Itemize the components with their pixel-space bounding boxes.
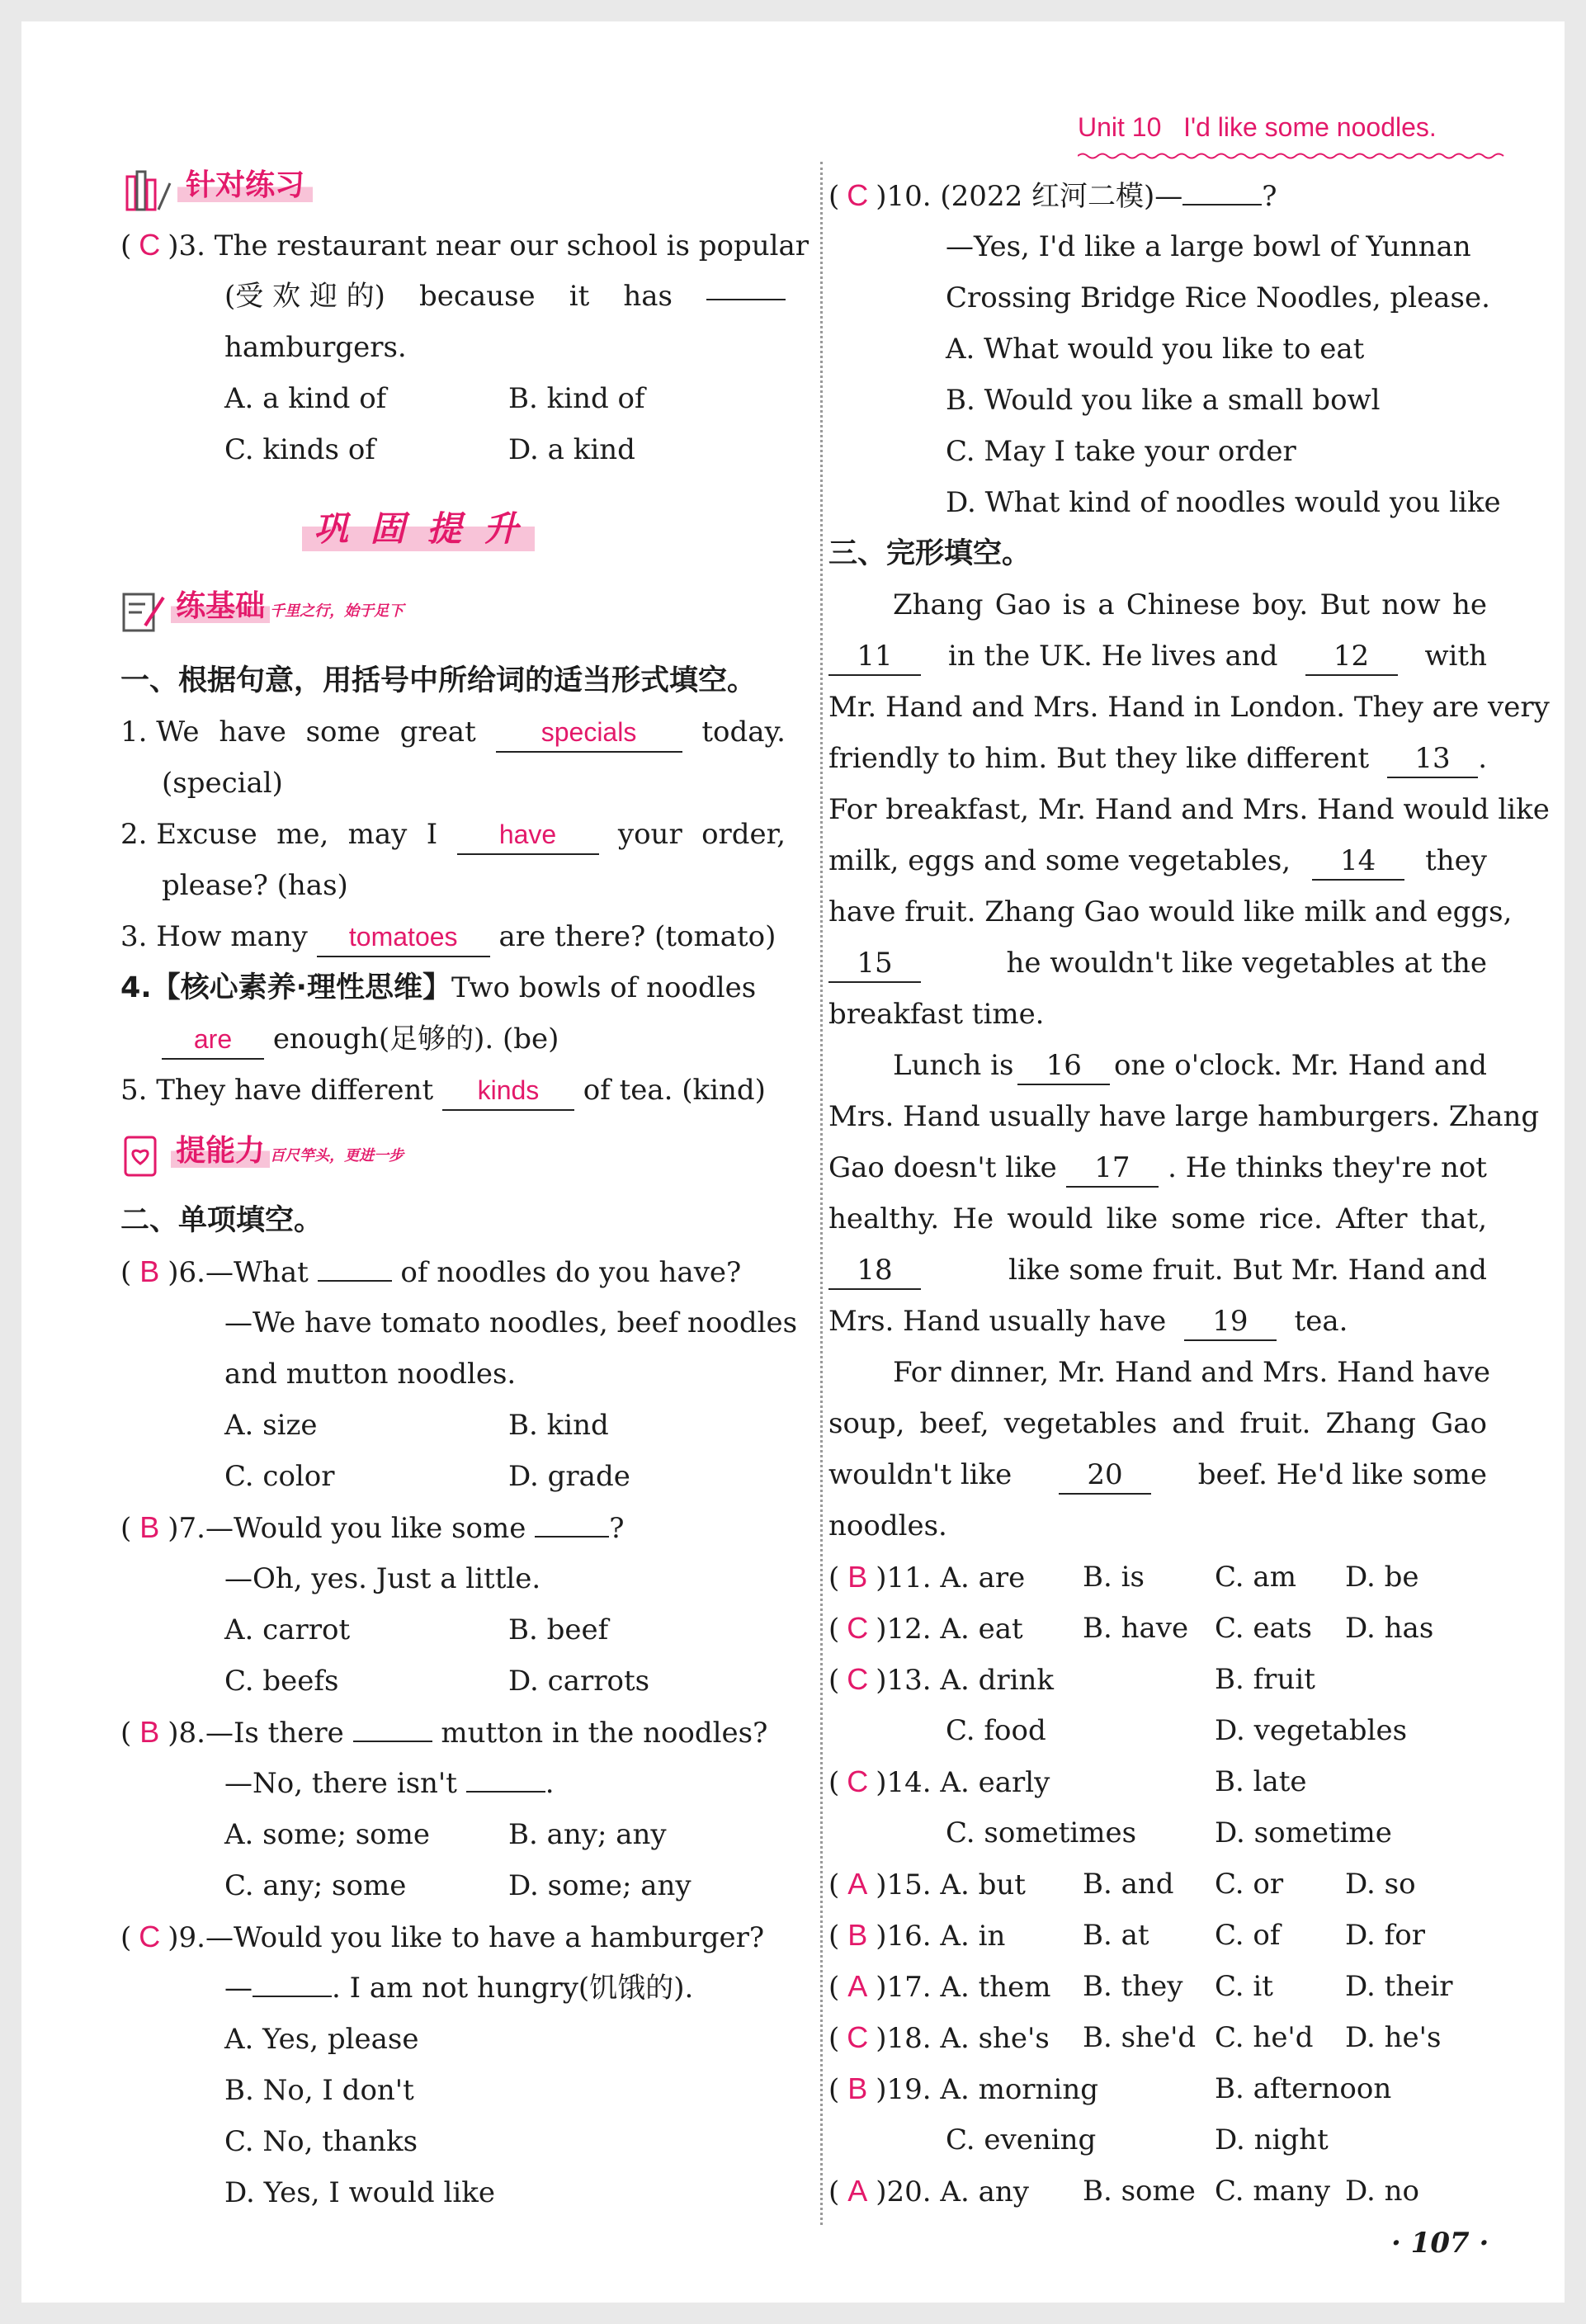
option-c: C. any; some: [224, 1869, 407, 1902]
cloze-question-16: ( B )16. A. in: [828, 1910, 1005, 1962]
passage-line: Lunch is 16 one o'clock. Mr. Hand and: [893, 1040, 1487, 1091]
option-c: C. No, thanks: [224, 2125, 418, 2158]
fill-answer-5: kinds: [442, 1071, 574, 1111]
option-a: A. carrot: [224, 1613, 351, 1646]
answer-15: A: [847, 1867, 868, 1901]
blank: [353, 1712, 432, 1742]
option-a: A. some; some: [224, 1818, 430, 1851]
blank-11: 11: [828, 638, 921, 676]
question-3-line3: hamburgers.: [224, 331, 407, 364]
passage-line: For breakfast, Mr. Hand and Mrs. Hand would like: [828, 793, 1550, 826]
pencil-note-icon: [120, 589, 167, 635]
answer-6: B: [139, 1254, 160, 1288]
passage-line: 11 in the UK. He lives and 12 with: [828, 631, 1487, 682]
option-a: A. Yes, please: [224, 2023, 419, 2056]
option-d: D. for: [1345, 1919, 1425, 1952]
blank: [253, 1967, 332, 1997]
passage-line: 15 he wouldn't like vegetables at the: [828, 938, 1487, 989]
option-a: A. a kind of: [224, 382, 387, 415]
cloze-question-13: ( C )13. A. drink: [828, 1654, 1054, 1706]
answer-8: B: [139, 1715, 160, 1749]
answer-14: C: [847, 1764, 869, 1798]
part1-title: 一、根据句意，用括号中所给词的适当形式填空。: [120, 664, 757, 697]
option-c: C. May I take your order: [946, 435, 1296, 468]
page: [21, 21, 1565, 2303]
question-6-line2: —We have tomato noodles, beef noodles: [224, 1306, 798, 1339]
passage-line: milk, eggs and some vegetables, 14 they: [828, 835, 1487, 886]
fill-2-hint: please? (has): [162, 869, 348, 902]
option-d: D. vegetables: [1215, 1714, 1408, 1747]
option-d: D. no: [1345, 2175, 1420, 2208]
question-7: ( B )7.—Would you like some ?: [120, 1502, 624, 1554]
answer-12: C: [847, 1611, 869, 1645]
question-8-line2: —No, there isn't .: [224, 1758, 555, 1809]
blank: [1182, 176, 1262, 205]
passage-line: Mrs. Hand usually have large hamburgers. Zhang: [828, 1100, 1540, 1133]
fill-5: 5. They have different kinds of tea. (kind): [120, 1065, 766, 1116]
fill-4: 4.【核心素养·理性思维】Two bowls of noodles: [120, 971, 757, 1004]
ability-title: 提能力: [171, 1134, 270, 1168]
option-d: D. he's: [1345, 2021, 1442, 2054]
cloze-question-20: ( A )20. A. any: [828, 2166, 1029, 2218]
option-c: C. or: [1215, 1868, 1284, 1901]
option-c: C. kinds of: [224, 433, 375, 466]
option-d: D. their: [1345, 1970, 1453, 2003]
cloze-question-18: ( C )18. A. she's: [828, 2012, 1050, 2064]
option-b: B. some: [1083, 2175, 1196, 2208]
option-b: B. afternoon: [1215, 2072, 1392, 2105]
passage-line: have fruit. Zhang Gao would like milk and eggs,: [828, 895, 1513, 928]
option-b: B. fruit: [1215, 1663, 1315, 1696]
consolidate-heading: 巩 固 提 升: [302, 502, 535, 551]
option-d: D. Yes, I would like: [224, 2176, 495, 2209]
answer-13: C: [847, 1662, 869, 1696]
basic-motto: 千里之行，始于足下: [270, 602, 404, 620]
option-d: D. be: [1345, 1561, 1419, 1594]
answer-9: C: [139, 1920, 161, 1953]
blank: [318, 1252, 392, 1282]
passage-line: friendly to him. But they like different 13 .: [828, 733, 1487, 784]
answer-7: B: [139, 1510, 160, 1544]
option-d: D. sometime: [1215, 1816, 1392, 1849]
passage-line: breakfast time.: [828, 998, 1045, 1031]
blank-16: 16: [1017, 1047, 1110, 1085]
running-header: [1078, 112, 1437, 143]
option-c: C. of: [1215, 1919, 1281, 1952]
passage-line: Zhang Gao is a Chinese boy. But now he: [893, 588, 1487, 621]
heart-note-icon: [120, 1134, 167, 1180]
option-c: C. am: [1215, 1561, 1296, 1594]
blank-15: 15: [828, 945, 921, 983]
option-a: A. size: [224, 1409, 318, 1442]
option-b: B. at: [1083, 1919, 1149, 1952]
option-c: C. beefs: [224, 1665, 339, 1698]
question-3-line2: (受 欢 迎 的) because it has: [224, 271, 786, 322]
fill-1-hint: (special): [162, 767, 283, 800]
question-10-line3: Crossing Bridge Rice Noodles, please.: [946, 281, 1490, 314]
option-d: D. has: [1345, 1612, 1434, 1645]
option-c: C. food: [946, 1714, 1046, 1747]
answer-3: C: [139, 228, 161, 262]
option-d: D. night: [1215, 2123, 1329, 2156]
basic-banner: [120, 583, 404, 635]
wave-rule-icon: [1078, 152, 1507, 160]
option-b: B. is: [1083, 1561, 1145, 1594]
practice-title: 针对练习: [177, 168, 313, 202]
books-icon: [124, 168, 173, 215]
option-b: B. late: [1215, 1765, 1307, 1798]
passage-line: wouldn't like 20 beef. He'd like some: [828, 1449, 1487, 1500]
option-b: B. they: [1083, 1970, 1183, 2003]
fill-answer-2: have: [457, 815, 599, 855]
blank-17: 17: [1066, 1150, 1159, 1188]
option-c: C. it: [1215, 1970, 1273, 2003]
unit-title: I'd like some noodles.: [1183, 112, 1437, 142]
option-a: A. What would you like to eat: [946, 333, 1365, 366]
question-8: ( B )8.—Is there mutton in the noodles?: [120, 1707, 767, 1759]
blank: [466, 1763, 545, 1793]
fill-1: 1. We have some great specials today.: [120, 706, 786, 758]
passage-line: Mr. Hand and Mrs. Hand in London. They are very: [828, 691, 1550, 724]
page-number: · 107 ·: [1391, 2227, 1489, 2260]
option-b: B. Would you like a small bowl: [946, 384, 1381, 417]
question-7-line2: —Oh, yes. Just a little.: [224, 1562, 541, 1595]
unit-label: Unit 10: [1078, 112, 1162, 142]
cloze-question-15: ( A )15. A. but: [828, 1859, 1026, 1911]
answer-18: C: [847, 2020, 869, 2054]
passage-line: 18 like some fruit. But Mr. Hand and: [828, 1245, 1487, 1296]
blank: [535, 1508, 609, 1538]
option-c: C. many: [1215, 2175, 1331, 2208]
question-10: ( C )10. (2022 红河二模)— ?: [828, 170, 1277, 222]
answer-11: B: [847, 1560, 868, 1594]
cloze-question-17: ( A )17. A. them: [828, 1961, 1051, 2013]
blank-20: 20: [1059, 1457, 1151, 1495]
option-b: B. beef: [508, 1613, 609, 1646]
question-6-line3: and mutton noodles.: [224, 1358, 517, 1391]
option-c: C. color: [224, 1460, 335, 1493]
option-c: C. eats: [1215, 1612, 1312, 1645]
part2-title: 二、单项填空。: [120, 1204, 323, 1237]
option-b: B. have: [1083, 1612, 1189, 1645]
option-d: D. so: [1345, 1868, 1416, 1901]
practice-banner: [124, 162, 313, 215]
answer-20: A: [847, 2174, 868, 2208]
question-6: ( B )6.—What of noodles do you have?: [120, 1246, 741, 1298]
option-b: B. No, I don't: [224, 2074, 414, 2107]
option-c: C. he'd: [1215, 2021, 1314, 2054]
option-d: D. some; any: [508, 1869, 692, 1902]
blank-14: 14: [1312, 843, 1404, 881]
blank-12: 12: [1305, 638, 1398, 676]
passage-line: noodles.: [828, 1509, 947, 1542]
answer-16: B: [847, 1918, 868, 1952]
fill-2: 2. Excuse me, may I have your order,: [120, 809, 786, 860]
question-3: ( C )3. The restaurant near our school is popular: [120, 220, 809, 272]
column-divider: [820, 162, 823, 2225]
option-b: B. and: [1083, 1868, 1174, 1901]
passage-line: soup, beef, vegetables and fruit. Zhang Gao: [828, 1407, 1487, 1440]
option-d: D. grade: [508, 1460, 630, 1493]
ability-motto: 百尺竿头，更进一步: [270, 1147, 404, 1164]
option-b: B. any; any: [508, 1818, 667, 1851]
option-d: D. What kind of noodles would you like: [946, 486, 1501, 519]
fill-answer-1: specials: [496, 713, 682, 753]
blank-13: 13: [1387, 740, 1478, 778]
option-c: C. evening: [946, 2123, 1097, 2156]
ability-banner: [120, 1127, 404, 1180]
passage-line: For dinner, Mr. Hand and Mrs. Hand have: [893, 1356, 1491, 1389]
cloze-question-12: ( C )12. A. eat: [828, 1603, 1023, 1655]
cloze-question-19: ( B )19. A. morning: [828, 2063, 1098, 2115]
answer-19: B: [847, 2071, 868, 2105]
option-d: D. a kind: [508, 433, 635, 466]
option-c: C. sometimes: [946, 1816, 1137, 1849]
fill-answer-4: are: [162, 1020, 264, 1060]
fill-3: 3. How many tomatoes are there? (tomato): [120, 911, 776, 962]
fill-answer-3: tomatoes: [317, 918, 490, 957]
fill-4-line2: are enough(足够的). (be): [162, 1013, 559, 1065]
blank-19: 19: [1184, 1303, 1277, 1341]
blank-18: 18: [828, 1252, 921, 1290]
passage-line: Mrs. Hand usually have 19 tea.: [828, 1296, 1348, 1347]
question-10-line2: —Yes, I'd like a large bowl of Yunnan: [946, 230, 1471, 263]
option-b: B. she'd: [1083, 2021, 1197, 2054]
cloze-question-14: ( C )14. A. early: [828, 1756, 1050, 1808]
option-b: B. kind of: [508, 382, 645, 415]
question-9: ( C )9.—Would you like to have a hamburger?: [120, 1911, 764, 1963]
passage-line: healthy. He would like some rice. After that,: [828, 1202, 1487, 1235]
option-b: B. kind: [508, 1409, 609, 1442]
part3-title: 三、完形填空。: [828, 537, 1031, 570]
cloze-question-11: ( B )11. A. are: [828, 1552, 1025, 1604]
passage-line: Gao doesn't like 17 . He thinks they're not: [828, 1142, 1487, 1193]
question-9-line2: — . I am not hungry(饥饿的).: [224, 1963, 693, 2014]
answer-10: C: [847, 178, 869, 212]
blank: [706, 271, 786, 300]
answer-17: A: [847, 1969, 868, 2003]
option-d: D. carrots: [508, 1665, 650, 1698]
basic-title: 练基础: [171, 589, 270, 623]
